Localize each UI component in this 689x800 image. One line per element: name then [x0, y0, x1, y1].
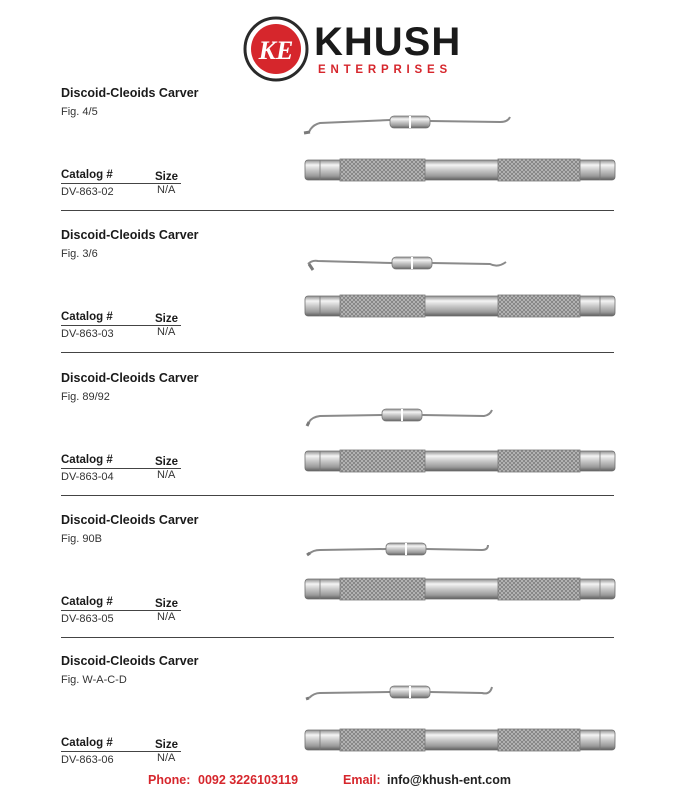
catalog-label: Catalog #	[61, 737, 113, 749]
instrument-handle-image	[300, 445, 620, 477]
product-title: Discoid-Cleoids Carver	[61, 228, 199, 242]
product-title: Discoid-Cleoids Carver	[61, 371, 199, 385]
product-fig: Fig. 89/92	[61, 391, 110, 403]
phone-number[interactable]: 0092 3226103119	[198, 773, 299, 787]
section-divider	[61, 352, 614, 353]
size-value: N/A	[157, 611, 176, 623]
email-link[interactable]: info@khush-ent.com	[387, 773, 511, 787]
catalog-number: DV-863-05	[61, 613, 114, 625]
brand-logo	[243, 16, 309, 82]
brand-subtitle: ENTERPRISES	[318, 64, 452, 76]
product-fig: Fig. 90B	[61, 533, 102, 545]
catalog-label: Catalog #	[61, 311, 113, 323]
instrument-handle-image	[300, 724, 620, 756]
size-label: Size	[155, 456, 179, 468]
instrument-handle-image	[300, 573, 620, 605]
product-title: Discoid-Cleoids Carver	[61, 513, 199, 527]
size-label: Size	[155, 598, 179, 610]
instrument-tip-image	[300, 537, 620, 571]
size-label: Size	[155, 739, 179, 751]
size-label: Size	[155, 313, 179, 325]
header	[0, 12, 689, 82]
size-value: N/A	[157, 326, 176, 338]
catalog-label: Catalog #	[61, 596, 113, 608]
product-entry	[0, 371, 689, 513]
instrument-tip-image	[300, 682, 620, 716]
product-fig: Fig. 3/6	[61, 248, 98, 260]
instrument-handle-image	[300, 290, 620, 322]
product-entry	[0, 513, 689, 655]
phone-label: Phone:	[148, 773, 191, 787]
section-divider	[61, 495, 614, 496]
brand-name: KHUSH	[314, 20, 462, 64]
logo-letters: KE	[258, 36, 294, 65]
catalog-label: Catalog #	[61, 169, 113, 181]
catalog-number: DV-863-06	[61, 754, 114, 766]
product-entry	[0, 228, 689, 370]
product-entry	[0, 86, 689, 228]
email-label: Email:	[343, 773, 381, 787]
instrument-tip-image	[300, 403, 620, 437]
size-value: N/A	[157, 184, 176, 196]
product-fig: Fig. 4/5	[61, 106, 98, 118]
contact-footer	[0, 773, 689, 793]
instrument-tip-image	[300, 108, 620, 142]
section-divider	[61, 210, 614, 211]
size-value: N/A	[157, 752, 176, 764]
product-title: Discoid-Cleoids Carver	[61, 654, 199, 668]
product-fig: Fig. W-A-C-D	[61, 674, 127, 686]
catalog-number: DV-863-02	[61, 186, 114, 198]
catalog-label: Catalog #	[61, 454, 113, 466]
catalog-number: DV-863-04	[61, 471, 114, 483]
instrument-tip-image	[300, 250, 620, 284]
size-value: N/A	[157, 469, 176, 481]
instrument-handle-image	[300, 154, 620, 186]
section-divider	[61, 637, 614, 638]
size-label: Size	[155, 171, 179, 183]
catalog-number: DV-863-03	[61, 328, 114, 340]
product-title: Discoid-Cleoids Carver	[61, 86, 199, 100]
